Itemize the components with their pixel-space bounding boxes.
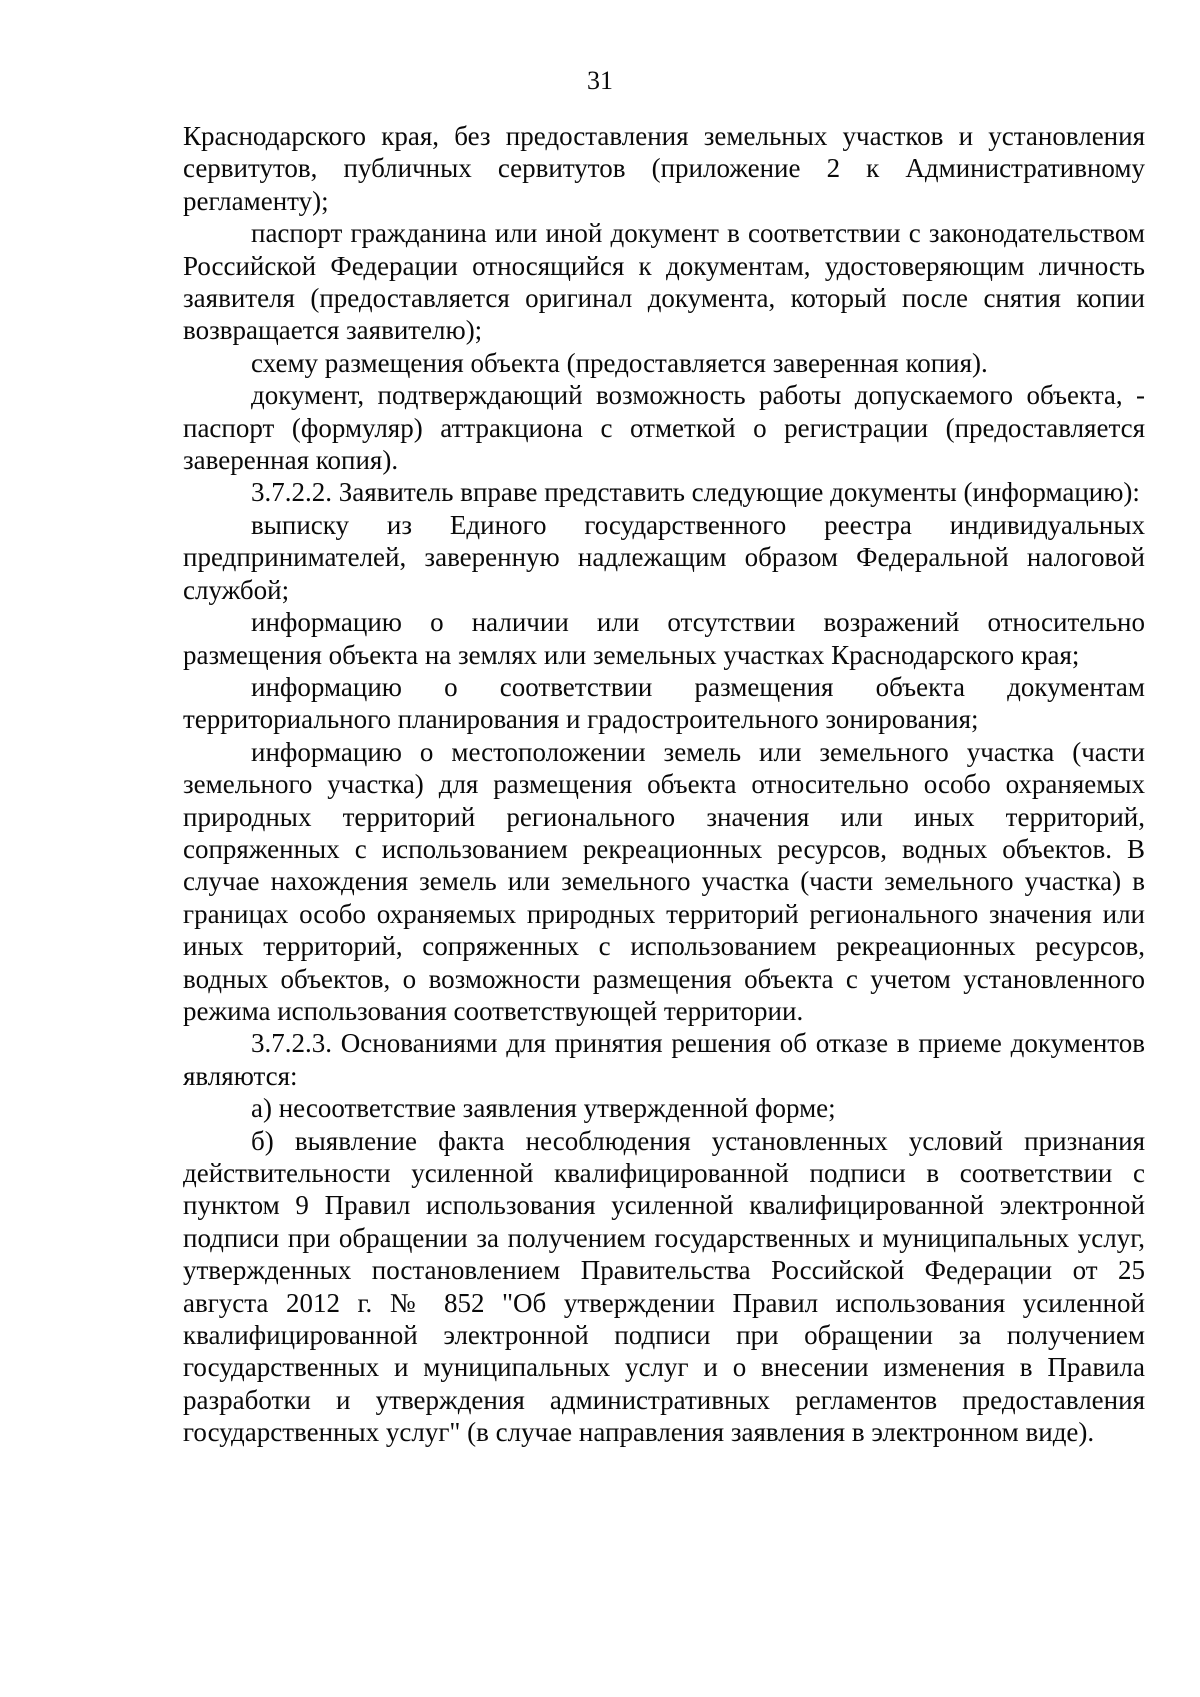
paragraph-passport: паспорт гражданина или иной документ в соответствии с законодательством Российской Федерации относящийся к документам, удостоверяющим личность заявителя (предоставляется оригинал документа, который после снятия копии возвращается заявителю); <box>183 218 1145 346</box>
paragraph-attraction-passport: документ, подтверждающий возможность работы допускаемого объекта, - паспорт (формуляр) аттракциона с отметкой о регистрации (предоставляется заверенная копия). <box>183 380 1145 476</box>
paragraph-section-3-7-2-2: 3.7.2.2. Заявитель вправе представить следующие документы (информацию): <box>251 477 1140 508</box>
paragraph-section-3-7-2-3: 3.7.2.3. Основаниями для принятия решения об отказе в приеме документов являются: <box>183 1028 1145 1091</box>
paragraph-continuation: Краснодарского края, без предоставления земельных участков и установления сервитутов, публичных сервитутов (приложение 2 к Административному регламенту); <box>183 121 1145 216</box>
paragraph-item-b: б) выявление факта несоблюдения установленных условий признания действительности усиленной квалифицированной подписи в соответствии с пунктом 9 Правил использования усиленной квалифицированной электронной подписи при обращении за получением государственных и муниципальных услуг, утвержденных постановлением Правительства Российской Федерации от 25 августа 2012 г. № 852 "Об утверждении Правил использования усиленной квалифицированной электронной подписи при обращении за получением государственных и муниципальных услуг и о внесении изменения в Правила разработки и утверждения административных регламентов предоставления государственных услуг" (в случае направления заявления в электронном виде). <box>183 1125 1145 1448</box>
page-number: 31 <box>587 66 613 95</box>
paragraph-item-a: а) несоответствие заявления утвержденной форме; <box>251 1093 836 1124</box>
paragraph-egrip-extract: выписку из Единого государственного реестра индивидуальных предпринимателей, заверенную надлежащим образом Федеральной налоговой службой; <box>183 509 1145 605</box>
paragraph-objections-info: информацию о наличии или отсутствии возражений относительно размещения объекта на землях или земельных участках Краснодарского края; <box>183 607 1145 670</box>
paragraph-planning-info: информацию о соответствии размещения объекта документам территориального планирования и градостроительного зонирования; <box>183 671 1145 735</box>
document-body <box>183 120 1145 1449</box>
paragraph-scheme: схему размещения объекта (предоставляется заверенная копия). <box>251 347 988 378</box>
paragraph-location-info: информацию о местоположении земель или земельного участка (части земельного участка) для размещения объекта относительно особо охраняемых природных территорий регионального значения или иных территорий, сопряженных с использованием рекреационных ресурсов, водных объектов. В случае нахождения земель или земельного участка (части земельного участка) в границах особо охраняемых природных территорий регионального значения или иных территорий, сопряженных с использованием рекреационных ресурсов, водных объектов, о возможности размещения объекта с учетом установленного режима использования соответствующей территории. <box>183 736 1145 1026</box>
